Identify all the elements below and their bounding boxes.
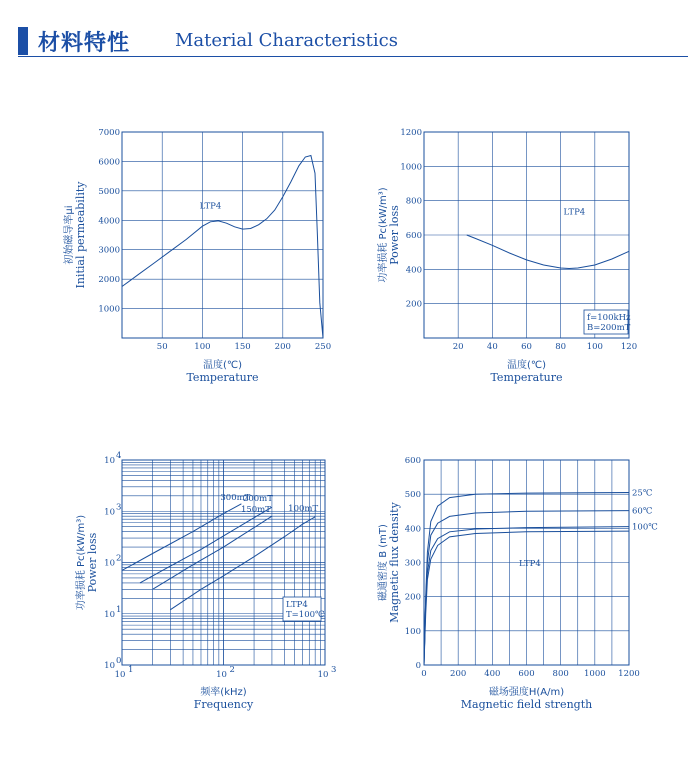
- pl-temp-ylabel-cn: 功率损耗 Pc(kW/m³): [378, 187, 389, 283]
- perm-frame: [122, 132, 323, 338]
- header-title-en: Material Characteristics: [175, 30, 398, 51]
- bh-xlabel-cn: 磁场强度H(A/m): [488, 687, 565, 698]
- pl-freq-xtick-exp: 2: [229, 665, 235, 675]
- pl-temp-ylabel-en: Power loss: [388, 205, 401, 265]
- pl-freq-xlabel-cn: 频率(kHz): [200, 687, 247, 698]
- pl-temp-xtick: 40: [486, 342, 498, 352]
- bh-ytick: 200: [404, 592, 421, 603]
- pl-temp-annotation: LTP4: [563, 207, 586, 218]
- perm-xlabel-cn: 温度(℃): [202, 360, 243, 371]
- pl-freq-xtick-exp: 3: [331, 665, 337, 675]
- perm-ytick: 5000: [98, 186, 120, 197]
- pl-temp-ytick: 1000: [400, 162, 422, 173]
- pl-freq-series-label: 150mT: [240, 505, 271, 516]
- pl-temp-xtick: 60: [521, 342, 532, 352]
- pl-temp-legend-line: B=200mT: [587, 323, 631, 333]
- pl-temp-xlabel-cn: 温度(℃): [506, 360, 547, 371]
- bh-xtick: 1200: [618, 669, 640, 679]
- pl-freq-series-label: 100mT: [288, 503, 319, 514]
- bh-ytick: 500: [404, 490, 421, 501]
- pl-freq-ytick-base: 10: [104, 661, 115, 671]
- pl-temp-ytick: 600: [405, 231, 422, 241]
- pl-temp-legend-line: f=100kHz: [587, 313, 631, 323]
- pl-freq-ytick-exp: 4: [116, 451, 122, 461]
- pl-freq-xlabel-en: Frequency: [193, 698, 254, 711]
- pl-freq-ytick-exp: 2: [116, 553, 122, 564]
- pl-freq-series-label: 300mT: [220, 492, 251, 503]
- bh-ytick: 300: [404, 558, 421, 569]
- pl-freq-ytick-base: 10: [104, 456, 115, 466]
- perm-ytick: 3000: [98, 245, 120, 256]
- pl-temp-series-line: [467, 235, 629, 269]
- bh-ylabel-en: Magnetic flux density: [388, 502, 401, 623]
- bh-xtick: 600: [518, 669, 535, 679]
- perm-xtick: 150: [234, 342, 251, 352]
- pl-freq-ytick-base: 10: [104, 507, 115, 518]
- perm-ytick: 6000: [98, 157, 120, 168]
- pl-temp-ytick: 400: [405, 265, 422, 276]
- bh-xlabel-en: Magnetic field strength: [460, 698, 593, 711]
- pl-freq-ylabel-cn: 功率损耗 Pc(kW/m³): [76, 514, 87, 611]
- pl-temp-xlabel-en: Temperature: [490, 371, 563, 384]
- bh-ytick: 100: [404, 626, 421, 637]
- pl-freq-series-line: [170, 517, 315, 610]
- bh-series-label: 25℃: [632, 488, 653, 499]
- pl-freq-xtick-base: 10: [216, 670, 227, 680]
- pl-temp-ytick: 800: [405, 196, 422, 207]
- pl-freq-ytick-exp: 1: [116, 604, 122, 615]
- bh-ytick: 400: [404, 524, 421, 535]
- pl-freq-legend-line: T=100℃: [286, 610, 325, 620]
- perm-xtick: 100: [194, 342, 211, 352]
- header-title-cn: 材料特性: [38, 31, 131, 56]
- bh-xtick: 1000: [584, 669, 606, 679]
- perm-ylabel-cn: 初始磁导率μi: [64, 205, 75, 265]
- pl-temp-xtick: 120: [620, 342, 638, 352]
- pl-freq-ytick-base: 10: [104, 609, 115, 620]
- pl-temp-xtick: 100: [586, 342, 603, 352]
- perm-annotation: LTP4: [199, 201, 222, 212]
- pl-freq-ytick-exp: 0: [116, 656, 122, 666]
- perm-ylabel-en: Initial permeability: [74, 181, 87, 289]
- perm-ytick: 1000: [98, 304, 120, 315]
- bh-ylabel-cn: 磁通密度 B (mT): [378, 524, 389, 601]
- bh-series-label: 60℃: [632, 506, 653, 517]
- bh-annotation: LTP4: [519, 558, 541, 569]
- bh-ytick: 600: [404, 456, 421, 466]
- perm-xtick: 200: [274, 342, 291, 352]
- pl-temp-xtick: 80: [555, 342, 567, 352]
- perm-ytick: 4000: [98, 216, 120, 227]
- perm-xlabel-en: Temperature: [186, 371, 259, 384]
- pl-temp-xtick: 20: [452, 342, 464, 352]
- pl-freq-legend-line: LTP4: [286, 600, 308, 610]
- pl-freq-series-line: [140, 507, 272, 583]
- bh-xtick: 400: [484, 669, 501, 679]
- perm-ytick: 7000: [98, 128, 120, 138]
- bh-xtick: 0: [421, 669, 427, 679]
- perm-xtick: 250: [314, 342, 332, 352]
- perm-series-line: [122, 156, 323, 339]
- perm-ytick: 2000: [98, 275, 120, 286]
- pl-freq-ylabel-en: Power loss: [86, 532, 99, 593]
- bh-xtick: 200: [450, 669, 467, 679]
- pl-freq-xtick-base: 10: [114, 670, 126, 680]
- bh-ytick: 0: [415, 661, 421, 671]
- pl-temp-ytick: 200: [405, 299, 422, 310]
- pl-freq-xtick-base: 10: [317, 670, 329, 680]
- bh-xtick: 800: [552, 669, 569, 679]
- pl-freq-xtick-exp: 1: [128, 665, 134, 675]
- pl-temp-ytick: 1200: [400, 128, 422, 138]
- bh-series-label: 100℃: [632, 522, 658, 533]
- pl-freq-series-label: 200mT: [242, 494, 273, 505]
- pl-freq-ytick-base: 10: [104, 558, 115, 569]
- perm-xtick: 50: [156, 342, 168, 352]
- pl-freq-ytick-exp: 3: [116, 502, 122, 513]
